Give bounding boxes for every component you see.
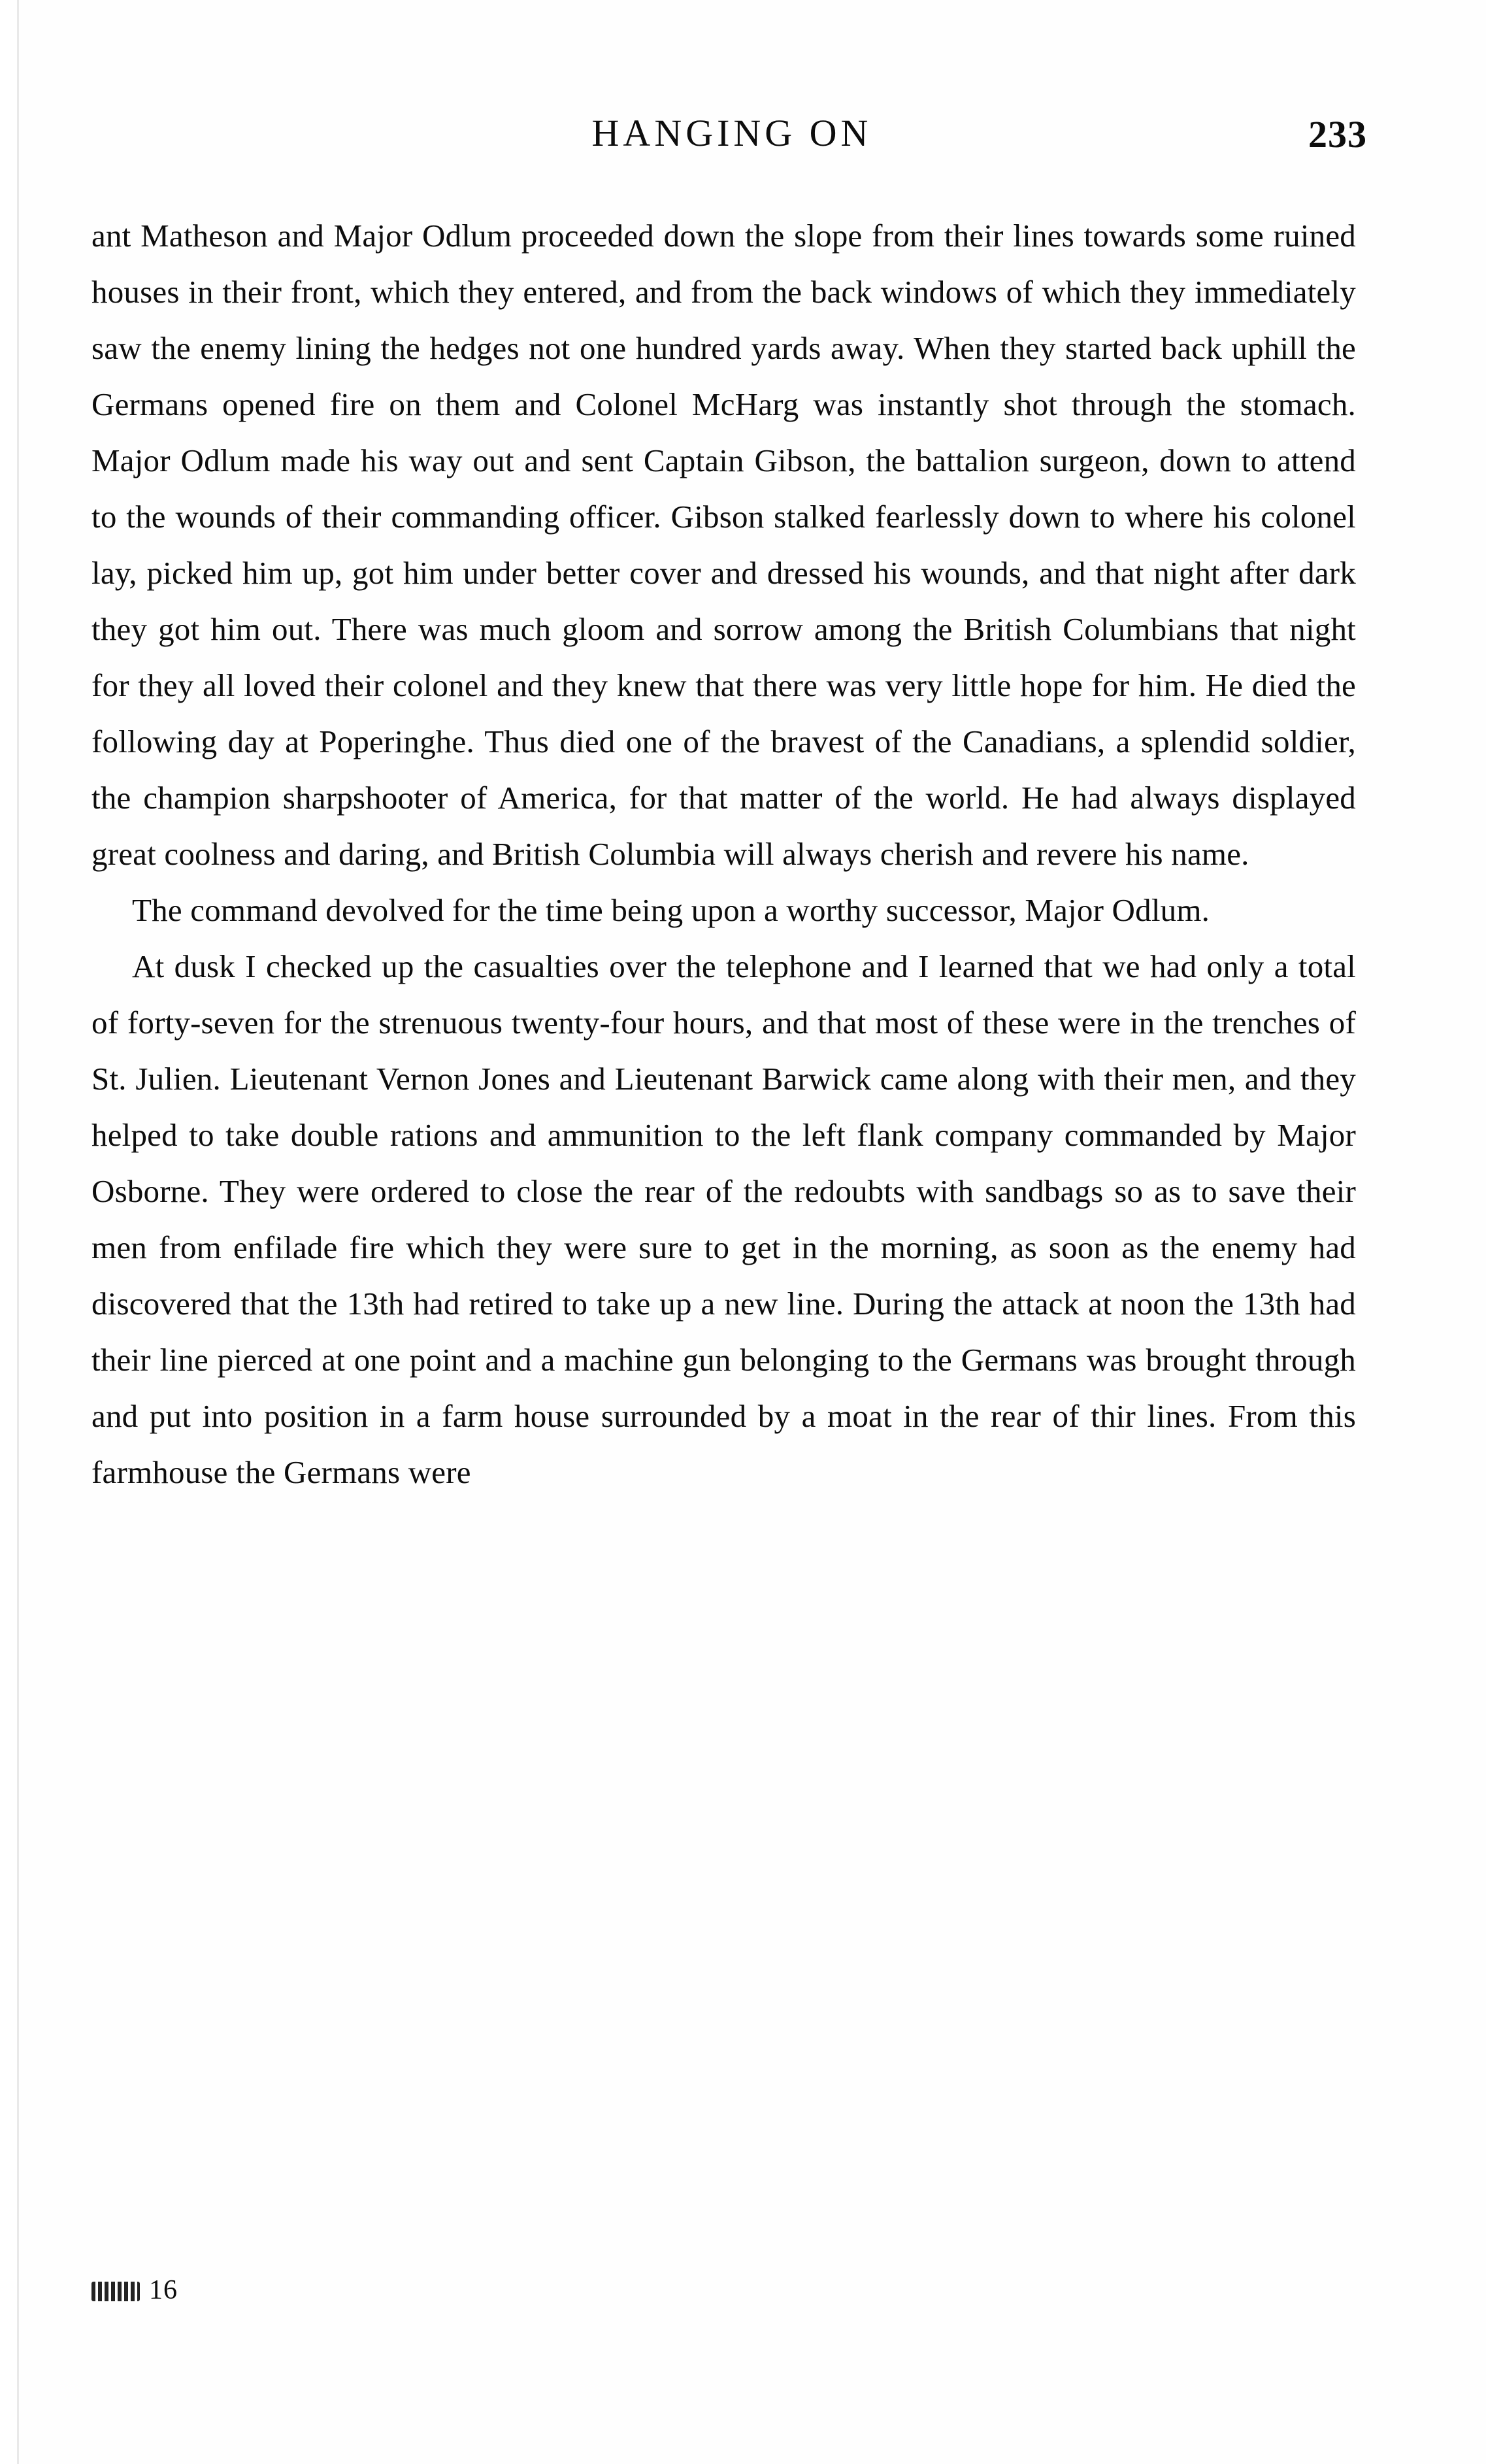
paragraph: ant Matheson and Major Odlum proceeded down the slope from their lines towards some ruined houses in their front, which they entered, and from the back windows of which they immediately saw the enemy lining the hedges not one hundred yards away. When they started back uphill the Germans opened fire on them and Colonel McHarg was instantly shot through the stomach. Major Odlum made his way out and sent Captain Gibson, the battalion surgeon, down to attend to the wounds of their commanding officer. Gibson stalked fearlessly down to where his colonel lay, picked him up, got him under better cover and dressed his wounds, and that night after dark they got him out. There was much gloom and sorrow among the British Columbians that night for they all loved their colonel and they knew that there was very little hope for him. He died the following day at Poperinghe. Thus died one of the bravest of the Canadians, a splendid soldier, the champion sharpshooter of America, for that matter of the world. He had always displayed great coolness and daring, and British Columbia will always cherish and revere his name. xyxy=(91,218,1356,872)
page-left-margin xyxy=(0,0,17,2464)
scan-edge-line xyxy=(17,0,19,2464)
page-title: HANGING ON xyxy=(591,112,872,154)
page-content xyxy=(91,111,1372,1501)
smudged-signature-mark-icon xyxy=(91,2282,140,2301)
paragraph: At dusk I checked up the casualties over the telephone and I learned that we had only a total of forty-seven for the strenuous twenty-four hours, and that most of these were in the trenches of St. Julien. Lieutenant Vernon Jones and Lieutenant Barwick came along with their men, and they helped to take double rations and ammunition to the left flank company commanded by Major Osborne. They were ordered to close the rear of the redoubts with sandbags so as to save their men from enfilade fire which they were sure to get in the morning, as soon as the enemy had discovered that the 13th had retired to take up a new line. During the attack at noon the 13th had their line pierced at one point and a machine gun belonging to the Germans was brought through and put into position in a farm house surrounded by a moat in the rear of thir lines. From this farmhouse the Germans were xyxy=(91,948,1356,1490)
page-header xyxy=(91,111,1372,190)
signature-number: 16 xyxy=(149,2275,178,2305)
page-footer xyxy=(91,2274,178,2306)
body-text xyxy=(91,208,1356,1501)
paragraph: The command devolved for the time being upon a worthy successor, Major Odlum. xyxy=(132,892,1210,928)
page-number: 233 xyxy=(1308,113,1367,156)
